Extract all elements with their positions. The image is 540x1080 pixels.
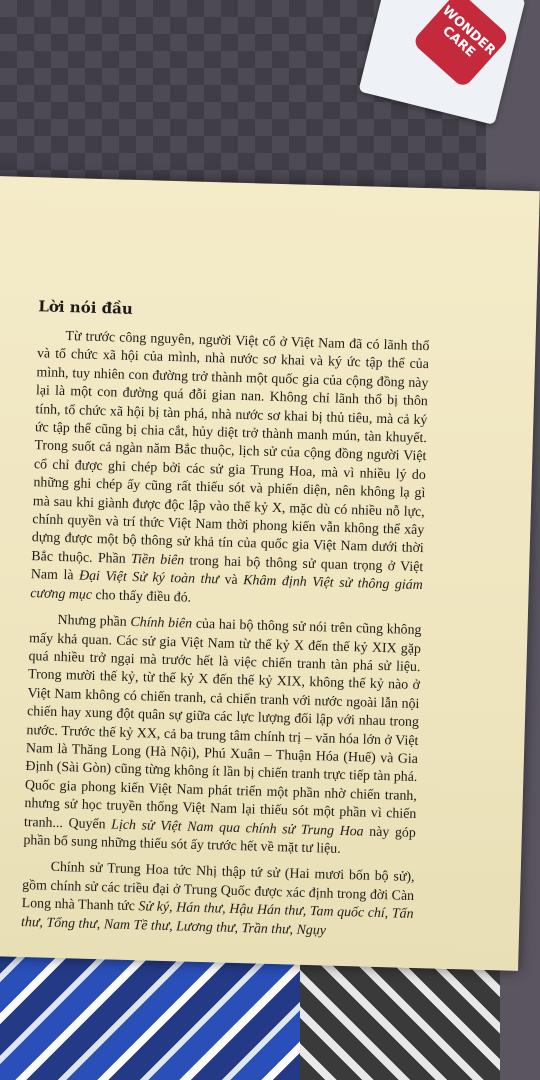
italic-text-run: Chính biên (130, 615, 193, 632)
paragraph (23, 611, 422, 861)
text-run: Nhưng phần (57, 612, 131, 631)
page-body (21, 327, 430, 951)
book-page (0, 175, 540, 971)
text-run: và (218, 572, 244, 589)
italic-text-run: Sử ký, Hán thư, Hậu Hán thư, Tam quốc chí, Tấn thư, Tống thư, Nam Tề thư, Lương thư, Trần thư, Ngụy (20, 899, 414, 939)
text-run: Chính sử Trung Hoa tức Nhị thập tứ sử (Hai mươi bốn bộ sử), gồm chính sử các triều đại ở Trung Quốc được xác định trong đời Càn Long nhà Thanh tức (21, 860, 415, 915)
italic-text-run: Đại Việt Sử ký toàn thư (78, 568, 220, 588)
text-run: cho thấy điều đó. (91, 587, 192, 606)
paragraph (21, 858, 415, 943)
text-run: của hai bộ thông sử nói trên cũng không mấy khả quan. Các sử gia Việt Nam từ thế kỷ X đến thế kỷ XIX gặp quá nhiều trở ngại mà trước hết là việc chiến tranh tàn phá sử liệu. Trong mười thế kỷ, từ thế kỷ X đến thế kỷ XIX, không thế kỷ nào ở Việt Nam không có chiến tranh, cả chiến tranh với nước ngoài lẫn nội chiến hay xung đột quân sự giữa các lực lượng đối lập với nhau trong nước. Trước thế kỷ XX, cả ba trung tâm chính trị – văn hóa lớn ở Việt Nam là Thăng Long (Hà Nội), Phú Xuân – Thuận Hóa (Huế) và Gia Định (Sài Gòn) cũng từng không ít lần bị chiến tranh trực tiếp tàn phá. Quốc gia phong kiến Việt Nam phát triển một phần nhờ chiến tranh, nhưng sử học truyền thống Việt Nam lại thiếu sót một phần vì chiến tranh... Quyển (23, 616, 422, 833)
packet-brand-label: WONDER CARE (411, 0, 510, 89)
paragraph (30, 327, 430, 614)
italic-text-run: Tiền biên (130, 551, 185, 569)
text-run: Từ trước công nguyên, người Việt cổ ở Việt Nam đã có lãnh thổ và tổ chức xã hội của mình, nhà nước sơ khai và ký ức tập thể của mình, tuy nhiên con đường trở thành một quốc gia của cộng đồng này lại là một con đường quá đỗi gian nan. Không chỉ lãnh thổ bị thôn tính, tổ chức xã hội bị tàn phá, nhà nước sơ khai bị thủ tiêu, mà cả ký ức tập thể cũng bị chia cắt, hủy diệt trở thành manh mún, tàn khuyết. Trong suốt cả ngàn năm Bắc thuộc, lịch sử của cộng đồng người Việt cổ chỉ được ghi chép bởi các sử gia Trung Hoa, mà vì nhiều lý do những ghi chép ấy cũng rất thiếu sót và phiến diện, nên không lạ gì mà sau khi giành được độc lập vào thế kỷ X, mặc dù có nhiều nỗ lực, chính quyền và trí thức Việt Nam thời phong kiến vẫn không thể xây dựng được một bộ thông sử khả tín của quốc gia Việt Nam dưới thời Bắc thuộc. Phần (31, 329, 430, 567)
text-run: này góp phần bổ sung những thiếu sót ấy trước hết về mặt tư liệu. (23, 824, 417, 857)
italic-text-run: Lịch sử Việt Nam qua chính sử Trung Hoa (111, 817, 364, 840)
italic-text-run: Khâm định Việt sử thông giám cương mục (30, 573, 423, 603)
page-heading: Lời nói đầu (38, 297, 134, 318)
text-run: trong hai bộ thông sử quan trọng ở Việt Nam là (30, 553, 424, 584)
